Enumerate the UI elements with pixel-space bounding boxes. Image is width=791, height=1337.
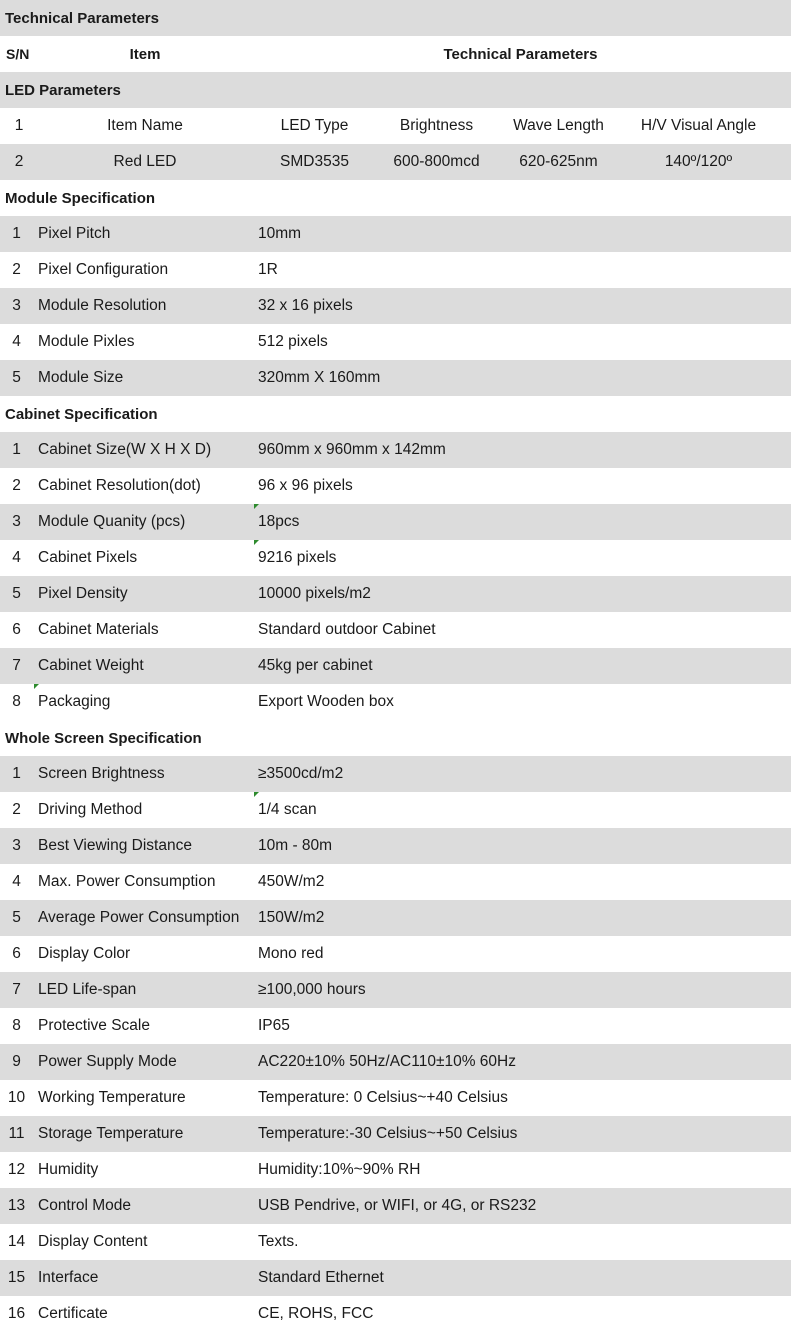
cabinet-rows [0, 432, 791, 720]
row-value: 10m - 80m [258, 837, 333, 854]
row-sn: 10 [7, 1089, 26, 1106]
led-val-2: Red LED [113, 153, 177, 170]
table-row [0, 1008, 791, 1044]
led-header-row [0, 108, 791, 144]
row-value: CE, ROHS, FCC [258, 1305, 374, 1322]
row-sn: 1 [12, 225, 21, 242]
row-value: 960mm x 960mm x 142mm [258, 441, 446, 458]
row-sn: 6 [12, 621, 21, 638]
comment-marker-icon [34, 684, 39, 689]
section-module [0, 180, 791, 216]
row-value: 10mm [258, 225, 302, 242]
row-sn: 8 [12, 693, 21, 710]
table-row [0, 828, 791, 864]
section-module-title: Module Specification [5, 189, 156, 207]
section-led [0, 72, 791, 108]
row-item: Cabinet Resolution(dot) [38, 477, 201, 494]
table-row [0, 360, 791, 396]
table-row [0, 1188, 791, 1224]
comment-marker-icon [254, 792, 259, 797]
header-item: Item [129, 45, 161, 63]
led-val-5: 620-625nm [519, 153, 598, 170]
section-screen-title: Whole Screen Specification [5, 729, 202, 747]
row-sn: 4 [12, 333, 21, 350]
row-sn: 3 [12, 297, 21, 314]
row-sn: 5 [12, 585, 21, 602]
row-value: Texts. [258, 1233, 299, 1250]
led-data-row [0, 144, 791, 180]
row-sn: 5 [12, 369, 21, 386]
row-value: 96 x 96 pixels [258, 477, 353, 494]
row-item: Module Quanity (pcs) [38, 513, 186, 530]
table-row [0, 468, 791, 504]
table-title [0, 0, 791, 36]
row-sn: 5 [12, 909, 21, 926]
row-item: Max. Power Consumption [38, 873, 216, 890]
row-sn: 7 [12, 981, 21, 998]
table-row [0, 1260, 791, 1296]
table-row [0, 972, 791, 1008]
row-value: 10000 pixels/m2 [258, 585, 371, 602]
section-cabinet-title: Cabinet Specification [5, 405, 158, 423]
row-value: Humidity:10%~90% RH [258, 1161, 421, 1178]
table-title-text: Technical Parameters [5, 9, 159, 27]
section-cabinet [0, 396, 791, 432]
section-screen [0, 720, 791, 756]
table-row [0, 936, 791, 972]
led-col-6: H/V Visual Angle [640, 117, 757, 134]
led-val-6: 140º/120º [664, 153, 733, 170]
row-value: Mono red [258, 945, 324, 962]
row-value: Temperature: 0 Celsius~+40 Celsius [258, 1089, 508, 1106]
row-item: Protective Scale [38, 1017, 150, 1034]
row-value: AC220±10% 50Hz/AC110±10% 60Hz [258, 1053, 516, 1070]
row-sn: 8 [12, 1017, 21, 1034]
row-sn: 2 [12, 477, 21, 494]
row-value: 320mm X 160mm [258, 369, 381, 386]
screen-rows [0, 756, 791, 1332]
row-item: Pixel Configuration [38, 261, 169, 278]
row-sn: 15 [7, 1269, 26, 1286]
row-item: Power Supply Mode [38, 1053, 177, 1070]
header-params: Technical Parameters [443, 45, 598, 63]
row-item: Display Content [38, 1233, 148, 1250]
table-row [0, 324, 791, 360]
led-col-1: 1 [14, 117, 24, 134]
row-sn: 7 [12, 657, 21, 674]
row-value: USB Pendrive, or WIFI, or 4G, or RS232 [258, 1197, 537, 1214]
row-value: 1/4 scan [258, 801, 317, 818]
row-item: Module Resolution [38, 297, 167, 314]
row-value: 45kg per cabinet [258, 657, 373, 674]
led-val-1: 2 [14, 153, 24, 170]
row-item: LED Life-span [38, 981, 137, 998]
row-value: 18pcs [258, 513, 300, 530]
table-row [0, 1116, 791, 1152]
row-item: Best Viewing Distance [38, 837, 192, 854]
led-col-3: LED Type [280, 117, 349, 134]
row-sn: 4 [12, 873, 21, 890]
row-sn: 14 [7, 1233, 26, 1250]
table-row [0, 900, 791, 936]
table-row [0, 1296, 791, 1332]
row-item: Screen Brightness [38, 765, 165, 782]
row-sn: 13 [7, 1197, 26, 1214]
row-item: Average Power Consumption [38, 909, 240, 926]
led-val-3: SMD3535 [280, 153, 349, 170]
row-value: Export Wooden box [258, 693, 394, 710]
table-row [0, 756, 791, 792]
table-row [0, 216, 791, 252]
table-row [0, 792, 791, 828]
led-val-4: 600-800mcd [393, 153, 480, 170]
table-row [0, 252, 791, 288]
row-item: Storage Temperature [38, 1125, 184, 1142]
header-sn: S/N [6, 46, 30, 62]
row-item: Packaging [38, 693, 111, 710]
row-item: Certificate [38, 1305, 108, 1322]
row-sn: 2 [12, 801, 21, 818]
row-value: 450W/m2 [258, 873, 325, 890]
table-row [0, 648, 791, 684]
row-item: Cabinet Size(W X H X D) [38, 441, 212, 458]
row-value: 1R [258, 261, 278, 278]
row-sn: 3 [12, 513, 21, 530]
row-value: ≥100,000 hours [258, 981, 366, 998]
table-row [0, 1080, 791, 1116]
table-row [0, 576, 791, 612]
row-sn: 1 [12, 441, 21, 458]
table-row [0, 684, 791, 720]
led-col-5: Wave Length [513, 117, 604, 134]
led-col-2: Item Name [107, 117, 183, 134]
section-led-title: LED Parameters [5, 81, 121, 99]
comment-marker-icon [254, 504, 259, 509]
row-value: 150W/m2 [258, 909, 325, 926]
row-sn: 6 [12, 945, 21, 962]
row-item: Pixel Density [38, 585, 128, 602]
row-value: Standard outdoor Cabinet [258, 621, 436, 638]
table-row [0, 1224, 791, 1260]
row-value: Temperature:-30 Celsius~+50 Celsius [258, 1125, 518, 1142]
row-value: 32 x 16 pixels [258, 297, 353, 314]
module-rows [0, 216, 791, 396]
row-sn: 12 [7, 1161, 26, 1178]
table-row [0, 612, 791, 648]
row-item: Pixel Pitch [38, 225, 111, 242]
row-value: Standard Ethernet [258, 1269, 384, 1286]
column-header-row [0, 36, 791, 72]
row-item: Cabinet Pixels [38, 549, 138, 566]
row-sn: 16 [7, 1305, 26, 1322]
row-sn: 3 [12, 837, 21, 854]
row-value: ≥3500cd/m2 [258, 765, 344, 782]
table-row [0, 1044, 791, 1080]
row-item: Module Pixles [38, 333, 135, 350]
row-item: Humidity [38, 1161, 99, 1178]
comment-marker-icon [254, 540, 259, 545]
row-item: Cabinet Materials [38, 621, 159, 638]
row-sn: 2 [12, 261, 21, 278]
led-col-4: Brightness [399, 117, 474, 134]
table-row [0, 504, 791, 540]
row-item: Cabinet Weight [38, 657, 144, 674]
table-row [0, 864, 791, 900]
row-item: Control Mode [38, 1197, 132, 1214]
row-item: Display Color [38, 945, 131, 962]
table-row [0, 432, 791, 468]
row-sn: 1 [12, 765, 21, 782]
row-value: IP65 [258, 1017, 290, 1034]
row-sn: 9 [12, 1053, 21, 1070]
table-row [0, 288, 791, 324]
table-row [0, 1152, 791, 1188]
table-row [0, 540, 791, 576]
row-item: Driving Method [38, 801, 143, 818]
row-value: 512 pixels [258, 333, 328, 350]
row-item: Module Size [38, 369, 124, 386]
row-item: Interface [38, 1269, 99, 1286]
row-sn: 4 [12, 549, 21, 566]
row-value: 9216 pixels [258, 549, 337, 566]
row-sn: 11 [8, 1125, 25, 1142]
row-item: Working Temperature [38, 1089, 186, 1106]
